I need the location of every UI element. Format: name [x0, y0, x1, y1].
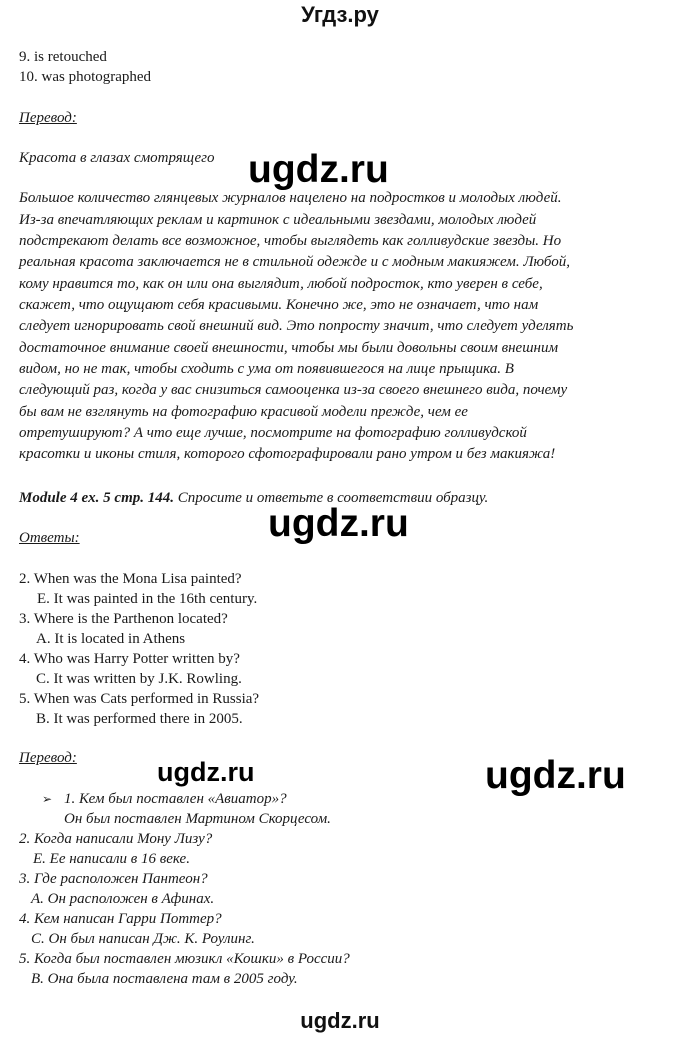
answer-response: A. It is located in Athens [36, 631, 186, 647]
translation-line: 2. Когда написали Мону Лизу? [19, 831, 213, 847]
answer-question: 3. Where is the Parthenon located? [19, 611, 228, 627]
translation-line: Из-за впечатляющих реклам и картинок с идеальными звездами, молодых людей [19, 212, 537, 228]
translation-line: В. Она была поставлена там в 2005 году. [31, 971, 298, 987]
module-heading [19, 488, 488, 508]
translation-line: Е. Ее написали в 16 веке. [33, 851, 190, 867]
translation-line: 3. Где расположен Пантеон? [19, 871, 208, 887]
answer-question: 2. When was the Mona Lisa painted? [19, 571, 242, 587]
translation-line: Он был поставлен Мартином Скорцесом. [64, 811, 331, 827]
watermark: ugdz.ru [485, 754, 626, 797]
translation-line: следующий раз, когда у вас снизиться самооценка из-за своего внешнего вида, почему [19, 382, 568, 398]
translation-line: достаточное внимание своей внешности, чтобы мы были довольны своим внешним [19, 340, 559, 356]
translation-line: 4. Кем написан Гарри Поттер? [19, 911, 222, 927]
translation-heading: Перевод: [19, 110, 77, 126]
translation-title: Красота в глазах смотрящего [19, 150, 215, 166]
answer-line: 9. is retouched [19, 49, 107, 65]
bullet-arrow-icon: ➢ [42, 792, 53, 806]
translation-heading: Перевод: [19, 750, 77, 766]
translation-line: отретушируют? А что еще лучше, посмотрите на фотографию голливудской [19, 425, 527, 441]
site-title: Угдз.ру [301, 2, 379, 27]
translation-line: скажет, что ощущают себя красивыми. Конечно же, это не означает, что нам [19, 297, 539, 313]
translation-line: красотки и иконы стиля, которого сфотографировали рано утром и без макияжа! [19, 446, 556, 462]
translation-line: реальная красота заключается не в стильной одежде и с модным макияжем. Любой, [19, 254, 570, 270]
translation-line: бы вам не взглянуть на фотографию красивой модели прежде, чем ее [19, 404, 468, 420]
translation-line: видом, но не так, чтобы сходить с ума от появившегося на лице прыщика. В [19, 361, 514, 377]
answer-line: 10. was photographed [19, 69, 152, 85]
translation-line: 1. Кем был поставлен «Авиатор»? [64, 791, 287, 807]
translation-line: кому нравится то, как он или она выглядит, любой подросток, кто уверен в себе, [19, 276, 543, 292]
translation-line: 5. Когда был поставлен мюзикл «Кошки» в России? [19, 951, 350, 967]
module-instruction: Спросите и ответьте в соответствии образцу. [177, 490, 489, 506]
watermark: ugdz.ru [157, 757, 255, 787]
translation-line: подстрекают делать все возможное, чтобы выглядеть как голливудские звезды. Но [19, 233, 562, 249]
footer-watermark: ugdz.ru [300, 1008, 380, 1033]
module-label: Module 4 ex. 5 стр. 144. [19, 490, 174, 506]
answer-question: 4. Who was Harry Potter written by? [19, 651, 240, 667]
answers-heading: Ответы: [19, 530, 80, 546]
answer-response: B. It was performed there in 2005. [36, 711, 243, 727]
watermark: ugdz.ru [268, 502, 409, 545]
watermark: ugdz.ru [248, 148, 389, 191]
answer-question: 5. When was Cats performed in Russia? [19, 691, 260, 707]
translation-line: С. Он был написан Дж. К. Роулинг. [31, 931, 255, 947]
translation-line: Большое количество глянцевых журналов нацелено на подростков и молодых людей. [19, 190, 562, 206]
answer-response: C. It was written by J.K. Rowling. [36, 671, 242, 687]
translation-line: следует игнорировать свой внешний вид. Это попросту значит, что следует уделять [19, 318, 574, 334]
translation-line: А. Он расположен в Афинах. [31, 891, 215, 907]
answer-response: E. It was painted in the 16th century. [37, 591, 258, 607]
